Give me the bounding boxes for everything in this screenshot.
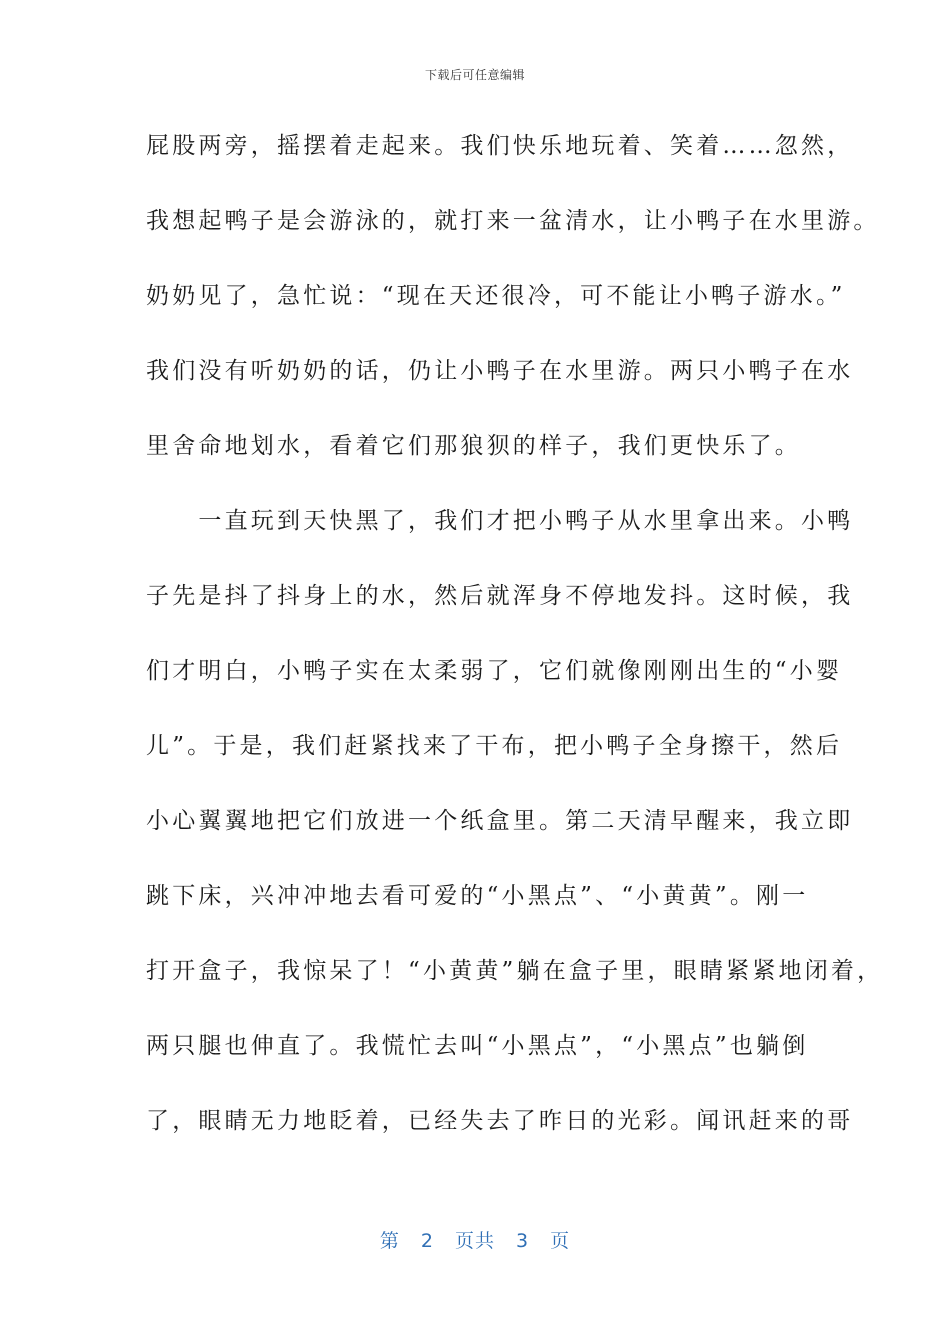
text-line: 奶奶见了，急忙说：“现在天还很冷，可不能让小鸭子游水。” (146, 283, 846, 309)
text-line: 小心翼翼地把它们放进一个纸盒里。第二天清早醒来，我立即 (146, 808, 854, 834)
text-line: 两只腿也伸直了。我慌忙去叫“小黑点”，“小黑点”也躺倒 (146, 1033, 809, 1059)
text-line: 子先是抖了抖身上的水，然后就浑身不停地发抖。这时候，我 (146, 583, 854, 609)
text-line: 打开盒子，我惊呆了！“小黄黄”躺在盒子里，眼睛紧紧地闭着， (146, 958, 884, 984)
text-line: 跳下床，兴冲冲地去看可爱的“小黑点”、“小黄黄”。刚一 (146, 883, 809, 909)
text-line: 我想起鸭子是会游泳的，就打来一盆清水，让小鸭子在水里游。 (146, 208, 880, 234)
document-body (146, 124, 884, 1174)
text-line: 了，眼睛无力地眨着，已经失去了昨日的光彩。闻讯赶来的哥 (146, 1108, 854, 1134)
page-number-footer: 第 2 页共 3 页 (379, 1230, 571, 1252)
text-line: 我们没有听奶奶的话，仍让小鸭子在水里游。两只小鸭子在水 (146, 358, 854, 384)
text-line: 们才明白，小鸭子实在太柔弱了，它们就像刚刚出生的“小婴 (146, 658, 843, 684)
text-line: 一直玩到天快黑了，我们才把小鸭子从水里拿出来。小鸭 (146, 508, 854, 534)
text-line: 里舍命地划水，看着它们那狼狈的样子，我们更快乐了。 (146, 433, 801, 459)
text-line: 儿”。于是，我们赶紧找来了干布，把小鸭子全身擦干，然后 (146, 733, 843, 759)
text-line: 屁股两旁，摇摆着走起来。我们快乐地玩着、笑着……忽然， (146, 133, 854, 159)
page-header-note: 下载后可任意编辑 (424, 68, 525, 82)
